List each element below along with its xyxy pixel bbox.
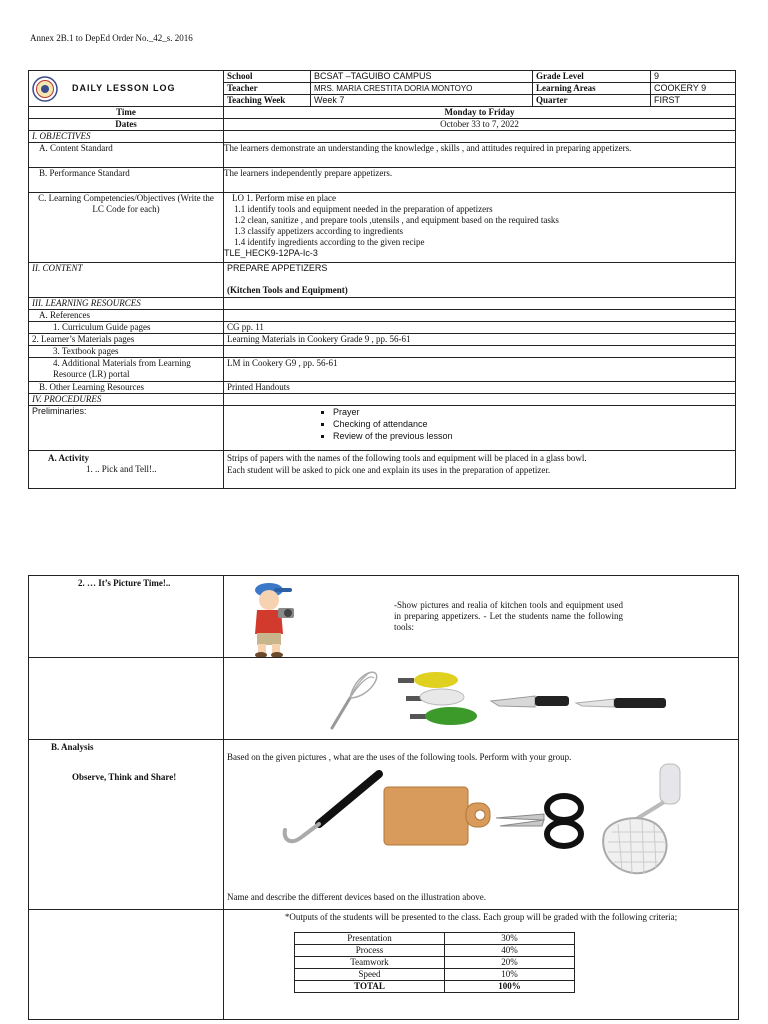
ladle-hook-icon <box>279 770 384 850</box>
school-value: BCSAT –TAGUIBO CAMPUS <box>311 71 533 83</box>
learning-resources-heading: III. LEARNING RESOURCES <box>29 298 224 310</box>
dates-label: Dates <box>29 119 224 131</box>
content-heading: II. CONTENT <box>29 263 224 298</box>
activity-subtitle: 1. .. Pick and Tell!.. <box>86 464 157 474</box>
activity-text <box>224 451 736 489</box>
quarter-label: Quarter <box>533 95 651 107</box>
table-row <box>295 945 575 957</box>
time-label: Time <box>29 107 224 119</box>
lc-item: 1.4 identify ingredients according to the given recipe <box>234 237 425 247</box>
learning-areas-value: COOKERY 9 <box>651 83 736 95</box>
picture-time-content <box>224 576 739 658</box>
activity-line: Each student will be asked to pick one and explain its uses in the preparation of appetizer. <box>227 465 551 475</box>
analysis-label: B. Analysis <box>51 742 94 752</box>
learning-areas-label: Learning Areas <box>533 83 651 95</box>
outputs-instructions: *Outputs of the students will be presented to the class. Each group will be graded with the following criteria; <box>284 912 678 922</box>
criteria-name: Process <box>295 945 445 957</box>
picture-time-instructions: -Show pictures and realia of kitchen tools and equipment used in preparing appetizers. - Let the students name the following tools: <box>394 600 623 632</box>
references-label: A. References <box>29 310 224 322</box>
paring-knife-icon <box>574 695 668 711</box>
list-item: ▪ Prayer <box>333 406 732 418</box>
activity-line: Strips of papers with the names of the following tools and equipment will be placed in a glass bowl. <box>227 453 587 463</box>
criteria-total-name: TOTAL <box>295 981 445 993</box>
table-row <box>295 933 575 945</box>
time-value: Monday to Friday <box>224 107 736 119</box>
school-label: School <box>224 71 311 83</box>
vegetable-peelers-icon <box>396 670 486 730</box>
content-title: PREPARE APPETIZERS <box>227 263 328 273</box>
performance-standard-value: The learners independently prepare appetizers. <box>224 168 736 193</box>
criteria-total-value: 100% <box>445 981 575 993</box>
describe-instructions: Name and describe the different devices based on the illustration above. <box>227 892 486 902</box>
quarter-value: FIRST <box>651 95 736 107</box>
curriculum-guide-value: CG pp. 11 <box>224 322 736 334</box>
table-row <box>295 957 575 969</box>
objectives-heading: I. OBJECTIVES <box>29 131 224 143</box>
content-subtitle: (Kitchen Tools and Equipment) <box>227 285 348 295</box>
learners-materials-label: 2. Learner’s Materials pages <box>29 334 224 346</box>
grade-level-label: Grade Level <box>533 71 651 83</box>
grade-level-value: 9 <box>651 71 736 83</box>
criteria-value: 40% <box>445 945 575 957</box>
teaching-week-value: Week 7 <box>311 95 533 107</box>
list-item: ▪ Checking of attendance <box>333 418 732 430</box>
table-row <box>295 969 575 981</box>
additional-materials-label: 4. Additional Materials from Learning Resource (LR) portal <box>29 358 224 382</box>
boy-with-camera-illustration <box>244 578 306 658</box>
teacher-label: Teacher <box>224 83 311 95</box>
learning-competencies-value <box>224 193 736 263</box>
potato-masher-icon <box>598 762 688 882</box>
analysis-instructions: Based on the given pictures , what are the uses of the following tools. Perform with your group. <box>227 752 572 762</box>
activity-cell <box>29 451 224 489</box>
annex-reference: Annex 2B.1 to DepEd Order No._42_s. 2016 <box>30 33 193 43</box>
activity-label: A. Activity <box>48 453 89 463</box>
procedures-heading: IV. PROCEDURES <box>29 394 224 406</box>
kitchen-scissors-icon <box>494 790 589 850</box>
cutting-board-icon <box>382 785 494 847</box>
picture-time-label: 2. … It’s Picture Time!.. <box>78 578 171 588</box>
criteria-name: Speed <box>295 969 445 981</box>
content-value <box>224 263 736 298</box>
teacher-value: MRS. MARIA CRESTITA DORIA MONTOYO <box>311 83 533 95</box>
criteria-value: 20% <box>445 957 575 969</box>
chef-knife-icon <box>489 691 571 711</box>
dates-value: October 33 to 7, 2022 <box>224 119 736 131</box>
additional-materials-value: LM in Cookery G9 , pp. 56-61 <box>224 358 736 382</box>
table-row <box>295 981 575 993</box>
criteria-name: Teamwork <box>295 957 445 969</box>
textbook-pages-label: 3. Textbook pages <box>29 346 224 358</box>
criteria-name: Presentation <box>295 933 445 945</box>
criteria-value: 30% <box>445 933 575 945</box>
other-resources-value: Printed Handouts <box>224 382 736 394</box>
lc-item: 1.3 classify appetizers according to ingredients <box>234 226 403 236</box>
lc-item: 1.2 clean, sanitize , and prepare tools ,utensils , and equipment based on the required tasks <box>234 215 559 225</box>
list-item: ▪ Review of the previous lesson <box>333 430 732 442</box>
header-logo-cell <box>29 71 224 107</box>
analysis-subtitle: Observe, Think and Share! <box>72 772 177 782</box>
daily-lesson-log-table <box>28 70 736 489</box>
preliminaries-list <box>224 406 736 451</box>
deped-seal-icon <box>32 76 58 102</box>
grading-criteria-table <box>294 932 575 993</box>
analysis-content <box>224 740 739 910</box>
teaching-week-label: Teaching Week <box>224 95 311 107</box>
wire-whisk-icon <box>324 668 384 733</box>
lc-code: TLE_HECK9-12PA-Ic-3 <box>224 248 318 258</box>
learning-competencies-label: C. Learning Competencies/Objectives (Write the LC Code for each) <box>29 193 224 263</box>
lc-item: LO 1. Perform mise en place <box>232 193 336 203</box>
criteria-value: 10% <box>445 969 575 981</box>
analysis-cell <box>29 740 224 910</box>
procedures-continued-table <box>28 575 739 1020</box>
content-standard-value: The learners demonstrate an understanding the knowledge , skills , and attitudes required in preparing appetizers. <box>224 143 736 168</box>
criteria-cell <box>224 910 739 1020</box>
picture-time-cell <box>29 576 224 658</box>
content-standard-label: A. Content Standard <box>29 143 224 168</box>
preliminaries-label: Preliminaries: <box>29 406 224 451</box>
learners-materials-value: Learning Materials in Cookery Grade 9 , pp. 56-61 <box>224 334 736 346</box>
lc-item: 1.1 identify tools and equipment needed in the preparation of appetizers <box>234 204 493 214</box>
daily-lesson-log-title: DAILY LESSON LOG <box>72 83 176 93</box>
performance-standard-label: B. Performance Standard <box>29 168 224 193</box>
curriculum-guide-label: 1. Curriculum Guide pages <box>29 322 224 334</box>
kitchen-tools-pictures <box>224 658 739 740</box>
other-resources-label: B. Other Learning Resources <box>29 382 224 394</box>
